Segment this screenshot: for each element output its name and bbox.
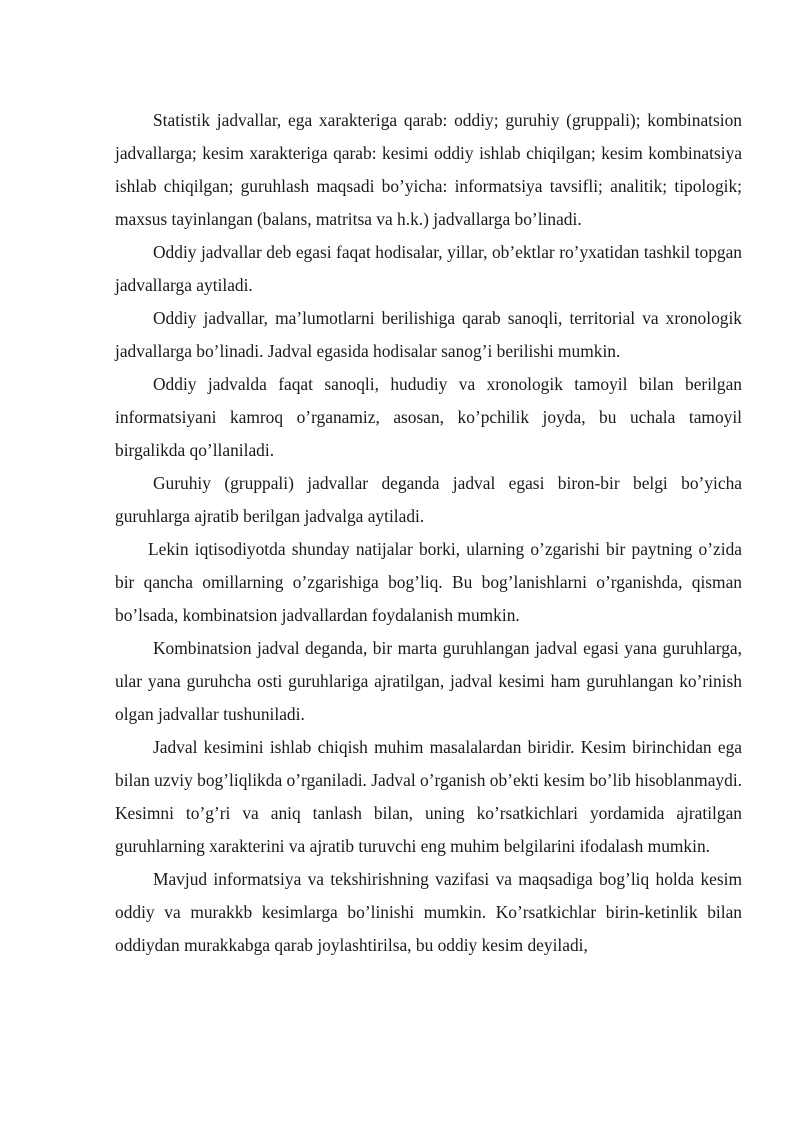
paragraph-economic-factors: Lekin iqtisodiyotda shunday natijalar borki, ularning o’zgarishi bir paytning o’zida bir qancha omillarning o’zgarishiga bog’liq. Bu bog’lanishlarni o’rganishda, qisman bo’lsada, kombinatsion jadvallardan foydalanish mumkin. xyxy=(115,539,742,625)
paragraph-statistical-tables-types: Statistik jadvallar, ega xarakteriga qarab: oddiy; guruhiy (gruppali); kombinatsion jadvallarga; kesim xarakteriga qarab: kesimi oddiy ishlab chiqilgan; kesim kombinatsiya ishlab chiqilgan; guruhlash maqsadi bo’yicha: informatsiya tavsifli; analitik; tipologik; maxsus tayinlangan (balans, matritsa va h.k.) jadvallarga bo’linadi. xyxy=(115,110,742,229)
paragraph-simple-tables-definition: Oddiy jadvallar deb egasi faqat hodisalar, yillar, ob’ektlar ro’yxatidan tashkil topgan jadvallarga aytiladi. xyxy=(115,242,742,295)
paragraph-table-section: Jadval kesimini ishlab chiqish muhim masalalardan biridir. Kesim birinchidan ega bilan uzviy bog’liqlikda o’rganiladi. Jadval o’rganish ob’ekti kesim bo’lib hisoblanmaydi. Kesimni to’g’ri va aniq tanlash bilan, uning ko’rsatkichlari yordamida ajratilgan guruhlarning xarakterini va ajratib turuvchi eng muhim belgilarini ifodalash mumkin. xyxy=(115,737,742,856)
paragraph-combination-tables: Kombinatsion jadval deganda, bir marta guruhlangan jadval egasi yana guruhlarga, ular yana guruhcha osti guruhlariga ajratilgan, jadval kesimi ham guruhlangan ko’rinish olgan jadvallar tushuniladi. xyxy=(115,638,742,724)
document-page xyxy=(115,104,742,962)
paragraph-section-types: Mavjud informatsiya va tekshirishning vazifasi va maqsadiga bog’liq holda kesim oddiy va murakkb kesimlarga bo’linishi mumkin. Ko’rsatkichlar birin-ketinlik bilan oddiydan murakkabga qarab joylashtirilsa, bu oddiy kesim deyiladi, xyxy=(115,869,742,955)
paragraph-simple-tables-classification: Oddiy jadvallar, ma’lumotlarni berilishiga qarab sanoqli, territorial va xronologik jadvallarga bo’linadi. Jadval egasida hodisalar sanog’i berilishi mumkin. xyxy=(115,308,742,361)
paragraph-simple-table-principles: Oddiy jadvalda faqat sanoqli, hududiy va xronologik tamoyil bilan berilgan informatsiyani kamroq o’rganamiz, asosan, ko’pchilik joyda, bu uchala tamoyil birgalikda qo’llaniladi. xyxy=(115,374,742,460)
paragraph-group-tables: Guruhiy (gruppali) jadvallar deganda jadval egasi biron-bir belgi bo’yicha guruhlarga ajratib berilgan jadvalga aytiladi. xyxy=(115,473,742,526)
